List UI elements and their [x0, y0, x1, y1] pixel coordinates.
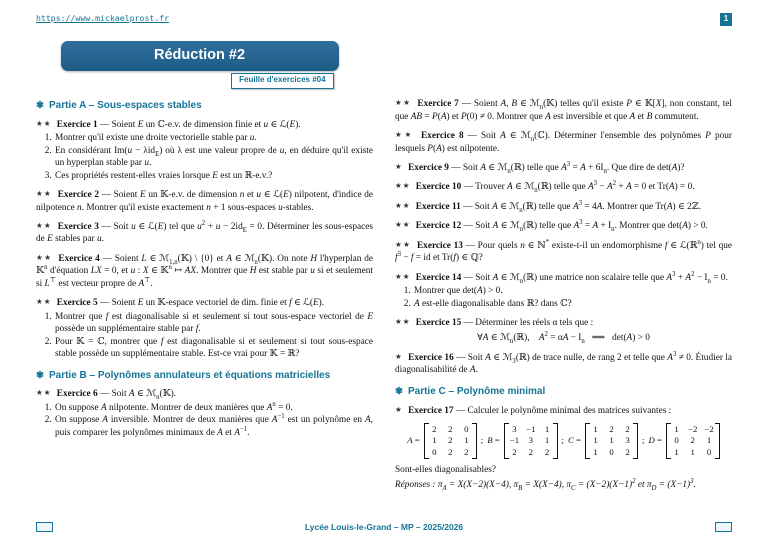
footer-ornament-right [715, 522, 732, 532]
exercise-statement: Pour quels n ∈ ℕ* existe-t-il un endomorphisme f ∈ ℒ(ℝ$^n$) tel que $f^3 - f$ = id et Tr(f) ∈ ℚ? [395, 238, 733, 264]
matrix-name: A = [407, 435, 420, 446]
exercise-statement: Soit A ∈ ℳ$_n$(ℝ) telle que $A^3 = A + 6I_n$. Que dire de det(A)? [462, 160, 685, 175]
exercise-title: Exercice 14 [415, 272, 462, 283]
exercice-2 [36, 189, 373, 214]
matrix-name: D = [648, 435, 663, 446]
exercise-heading [395, 317, 732, 329]
exercise-heading [36, 189, 373, 214]
section-flower-icon: ✾ [36, 369, 44, 381]
exercise-item: 2. A est-elle diagonalisable dans ℝ? dans ℂ? [413, 298, 732, 310]
exercise-title: Exercice 10 [415, 182, 462, 193]
matrix-A [424, 423, 477, 459]
matrix-cell: 2 [448, 424, 453, 435]
section-heading [395, 385, 732, 399]
exercise-statement: Soient E un 𝕂-espace vectoriel de dim. finie et f ∈ ℒ(E). [111, 298, 325, 309]
exercise-dash: — [460, 201, 475, 212]
exercise-heading [36, 297, 373, 309]
difficulty-stars: ★★ [36, 252, 53, 262]
matrix-cell: 0 [706, 446, 712, 457]
exercise-heading [395, 352, 732, 377]
page-footer [36, 521, 732, 534]
exercise-dash: — [99, 253, 115, 264]
exercise-item-list [36, 132, 373, 182]
matrix-cell: 2 [690, 435, 695, 446]
matrix-cell: 1 [464, 435, 469, 446]
exercise-heading [36, 388, 373, 400]
exercise-dash: — [461, 182, 476, 193]
exercise-dash: — [98, 222, 114, 233]
exercise-statement: Soit A ∈ ℳ$_n$(ℝ) telle que $A^3 = 4A$. Montrer que Tr(A) ∈ 2ℤ. [474, 199, 701, 214]
exercise-dash: — [461, 221, 476, 232]
section-heading [36, 99, 373, 113]
matrix-cell: −2 [704, 424, 714, 435]
exercise-statement: Calculer le polynôme minimal des matrices suivantes : [467, 405, 672, 416]
matrix-cell: 2 [544, 446, 550, 457]
exercise-dash: — [461, 318, 476, 329]
exercice-11 [395, 201, 732, 213]
matrix-D [666, 423, 720, 459]
exercise-title: Exercice 11 [415, 201, 461, 212]
sheet-subtitle: Feuille d'exercices #04 [231, 73, 333, 89]
exercise-title: Exercice 15 [415, 318, 462, 329]
exercise-heading [36, 119, 373, 131]
matrix-separator: ; [642, 435, 645, 446]
top-bar [36, 13, 732, 26]
matrix-cell: −1 [509, 435, 520, 446]
matrix-separator: ; [480, 435, 484, 446]
difficulty-stars: ★★ [36, 118, 52, 128]
exercice-8 [395, 130, 732, 155]
exercise-heading [395, 181, 732, 193]
exercise-dash: — [453, 352, 468, 363]
matrix-cell: 1 [706, 435, 712, 446]
exercise-item-list [36, 311, 373, 361]
exercise-item-list [395, 285, 732, 310]
exercise-statement: Soient E un ℂ-e.v. de dimension finie et u ∈ ℒ(E). [111, 119, 301, 130]
matrix-B [504, 423, 558, 459]
matrix-cell: 1 [593, 424, 598, 435]
matrix-cell: 1 [674, 424, 679, 435]
exercise-title: Exercice 9 [408, 162, 449, 173]
site-url-link[interactable]: https://www.mickaelprost.fr [36, 13, 170, 23]
matrix-cell: 0 [464, 424, 469, 435]
exercice-15 [395, 317, 732, 345]
exercice-9 [395, 162, 732, 174]
difficulty-stars: ★★ [395, 130, 414, 140]
matrix-cell: 1 [690, 446, 695, 457]
exercise-statement: Soit A ∈ ℳ$_n$(𝕂). [111, 389, 177, 402]
exercise-statement: Soient A, B ∈ ℳ$_n$(𝕂) telles qu'il existe P ∈ 𝕂[X], non constant, tel que AB = P(A) et P(0) ≠ 0. Montrer que A est inversible et que A et B commutent. [395, 99, 733, 122]
exercise-heading [395, 98, 732, 123]
exercise-title: Exercice 5 [56, 298, 98, 309]
matrix-C [585, 423, 638, 459]
matrix-cell: 0 [432, 446, 437, 457]
exercise-item: 1. Montrer que f est diagonalisable si et seulement si tout sous-espace vectoriel de E possède un supplémentaire stable par f. [54, 311, 373, 336]
matrix-cell: 2 [528, 446, 534, 457]
matrix-cell: 2 [625, 446, 630, 457]
exercise-item-list [36, 402, 373, 439]
two-column-layout [36, 98, 732, 498]
matrix-cell: 2 [432, 424, 437, 435]
exercise-heading [395, 405, 732, 417]
exercise-statement: Soient E un 𝕂-e.v. de dimension n et u ∈ ℒ(E) nilpotent, d'indice de nilpotence n. Montrer qu'il existe exactement n + 1 sous-espaces u-stables. [36, 190, 373, 213]
exercise-title: Exercice 3 [57, 222, 99, 233]
difficulty-stars: ★★ [36, 189, 53, 199]
matrix-cell: 0 [674, 435, 679, 446]
section-label: Partie B – Polynômes annulateurs et équations matricielles [48, 369, 331, 381]
exercise-title: Exercice 16 [408, 352, 454, 363]
sheet-title: Réduction #2 [61, 41, 339, 71]
exercise-title: Exercice 13 [416, 240, 463, 251]
exercise-item: 2. Pour 𝕂 = ℂ, montrer que f est diagonalisable si et seulement si tout sous-espace stable possède un supplémentaire stable. Est-ce vrai pour 𝕂 = ℝ? [54, 336, 373, 361]
exercise-title: Exercice 17 [408, 405, 454, 416]
matrix-cell: 2 [512, 446, 517, 457]
section-heading [36, 369, 373, 383]
difficulty-stars: ★★ [36, 388, 52, 398]
matrix-cell: 3 [512, 424, 517, 435]
matrix-cell: 3 [625, 435, 630, 446]
difficulty-stars: ★★ [395, 98, 412, 108]
page-number-badge: 1 [720, 13, 732, 26]
exercise-title: Exercice 6 [56, 389, 98, 400]
exercise-heading [395, 272, 732, 284]
exercise-item: 1. Montrer qu'il existe une droite vectorielle stable par u. [54, 132, 373, 144]
exercise-statement: Soient L ∈ ℳ$_{1,n}$(𝕂) \ {0} et A ∈ ℳ$_n$(𝕂). On note H l'hyperplan de 𝕂$^n$ d'équation LX = 0, et u : X ∈ 𝕂$^n$ ↦ AX. Montrer que H est stable par u si et seulement si L⊤ est vecteur propre de A⊤. [36, 253, 373, 289]
exercise-title: Exercice 2 [57, 190, 99, 201]
exercise-title: Exercice 4 [58, 253, 100, 264]
exercise-dash: — [97, 119, 112, 130]
exercise-title: Exercice 12 [415, 221, 462, 232]
matrix-cell: 0 [609, 446, 614, 457]
exercise-dash: — [458, 99, 474, 110]
section-label: Partie C – Polynôme minimal [407, 385, 546, 397]
exercice-3 [36, 221, 373, 246]
matrix-cell: −1 [526, 424, 536, 435]
exercise-statement: Soit A ∈ ℳ$_n$(ℝ) telle que $A^3 = A + I_n$. Montrer que det(A) > 0. [475, 219, 708, 234]
difficulty-stars: ★ [395, 161, 403, 171]
exercice-7 [395, 98, 732, 123]
matrix-cell: 1 [432, 435, 437, 446]
exercise-note: Réponses : $\pi_A = X(X-2)(X-4)$, $\pi_B = X(X-4)$, $\pi_C = (X-2)(X-1)^2$ et $\pi_D = (X-1)^3$. [395, 477, 696, 492]
exercise-title: Exercice 8 [420, 131, 464, 142]
exercise-statement: Trouver A ∈ ℳ$_n$(ℝ) telle que $A^3 - A^2 + A = 0$ et Tr(A) = 0. [475, 180, 695, 195]
matrix-name: C = [567, 435, 582, 446]
matrix-cell: 2 [448, 446, 453, 457]
difficulty-stars: ★★ [36, 221, 53, 231]
section-flower-icon: ✾ [395, 385, 403, 397]
matrix-cell: 1 [609, 435, 614, 446]
exercice-16 [395, 352, 732, 377]
exercise-heading [36, 221, 373, 246]
right-column [395, 98, 732, 498]
matrix-cell: −2 [688, 424, 698, 435]
exercice-6 [36, 388, 373, 439]
matrix-cell: 1 [544, 424, 550, 435]
exercise-title: Exercice 1 [56, 119, 98, 130]
exercise-dash: — [461, 272, 476, 283]
difficulty-stars: ★★ [395, 317, 411, 327]
difficulty-stars: ★★ [36, 297, 52, 307]
matrix-separator: ; [561, 435, 564, 446]
difficulty-stars: ★★ [395, 220, 411, 230]
display-equation: ∀A ∈ ℳ$_n$(ℝ), $A^2 = \alpha A - I_n$ ⟹ det(A) > 0 [477, 331, 650, 346]
exercise-dash: — [448, 162, 463, 173]
matrix-cell: 1 [593, 435, 598, 446]
exercice-13 [395, 240, 732, 265]
title-group [61, 41, 339, 89]
matrix-cell: 2 [625, 424, 630, 435]
matrix-cell: 2 [609, 424, 614, 435]
exercice-5 [36, 297, 373, 360]
difficulty-stars: ★★ [395, 181, 411, 191]
exercise-dash: — [97, 298, 112, 309]
matrix-name: B = [487, 435, 500, 446]
title-area [36, 41, 363, 89]
exercice-17 [395, 405, 732, 492]
exercise-statement: Soit u ∈ ℒ(E) tel que $u^2 + u - 2id_E = 0$. Déterminer les sous-espaces de E stables par u. [36, 219, 373, 245]
exercise-dash: — [453, 405, 468, 416]
difficulty-stars: ★★ [395, 271, 411, 281]
exercise-dash: — [97, 389, 112, 400]
matrix-cell: 1 [593, 446, 598, 457]
matrix-cell: 3 [528, 435, 534, 446]
exercise-dash: — [98, 190, 114, 201]
exercise-statement: Soit A ∈ ℳ$_n$(ℂ). Déterminer l'ensemble des polynômes P pour lesquels P(A) est nilpotente. [395, 131, 733, 154]
difficulty-stars: ★ [395, 404, 403, 414]
exercice-14 [395, 272, 732, 310]
exercise-statement: Soit A ∈ ℳ$_3$(ℝ) de trace nulle, de rang 2 et telle que $A^3 \ne 0$. Étudier la diagonalisabilité de A. [395, 350, 732, 376]
matrix-cell: 2 [464, 446, 469, 457]
section-label: Partie A – Sous-espaces stables [48, 100, 202, 112]
exercise-heading [395, 240, 732, 265]
exercise-statement: Soit A ∈ ℳ$_n$(ℝ) une matrice non scalaire telle que $A^3 + A^2 - I_n = 0$. [475, 270, 728, 285]
exercise-dash: — [462, 240, 478, 251]
exercise-dash: — [463, 131, 482, 142]
exercise-item: 1. Montrer que det(A) > 0. [413, 285, 732, 297]
exercise-heading [395, 130, 732, 155]
exercise-item: 2. En considérant Im(u − λid$_E$) où λ est une valeur propre de u, en déduire qu'il existe un hyperplan stable par u. [54, 145, 373, 170]
exercise-item: 1. On suppose A nilpotente. Montrer de deux manières que $A^n = 0$. [54, 402, 373, 414]
matrix-cell: 1 [674, 446, 679, 457]
difficulty-stars: ★★ [395, 239, 412, 249]
exercise-heading [36, 253, 373, 290]
matrices-row [395, 423, 732, 459]
exercice-4 [36, 253, 373, 290]
matrix-cell: 2 [448, 435, 453, 446]
exercise-item: 3. Ces propriétés restent-elles vraies lorsque E est un ℝ-e.v.? [54, 170, 373, 182]
difficulty-stars: ★★ [395, 200, 411, 210]
exercice-1 [36, 119, 373, 182]
exercice-12 [395, 220, 732, 232]
exercise-heading [395, 201, 732, 213]
matrix-cell: 1 [544, 435, 550, 446]
footer-text: Lycée Louis-le-Grand – MP – 2025/2026 [304, 522, 464, 532]
exercise-title: Exercice 7 [417, 99, 459, 110]
exercise-note: Sont-elles diagonalisables? [395, 465, 496, 476]
section-flower-icon: ✾ [36, 100, 44, 112]
exercise-statement: Déterminer les réels α tels que : [475, 318, 594, 329]
difficulty-stars: ★ [395, 351, 403, 361]
exercise-item: 2. On suppose A inversible. Montrer de deux manières que $A^{-1}$ est un polynôme en A, puis comparer les polynômes minimaux de A et $A^{-1}$. [54, 414, 373, 439]
left-column [36, 98, 373, 498]
exercice-10 [395, 181, 732, 193]
exercise-heading [395, 220, 732, 232]
exercise-heading [395, 162, 732, 174]
